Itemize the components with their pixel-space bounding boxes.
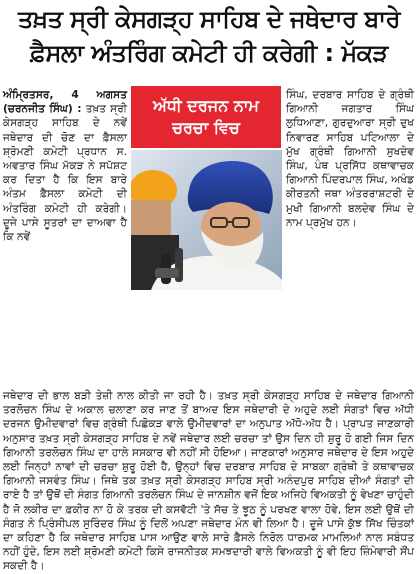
portrait-photo-illustration [131, 150, 282, 290]
article-left-column [3, 88, 127, 244]
headline-line-1: ਤਖ਼ਤ ਸ੍ਰੀ ਕੇਸਗੜ੍ਹ ਸਾਹਿਬ ਦੇ ਜਥੇਦਾਰ ਬਾਰੇ [17, 5, 401, 33]
dateline: ਅੰਮ੍ਰਿਤਸਰ, 4 ਅਗਸਤ (ਚਰਨਜੀਤ ਸਿੰਘ) : [3, 89, 127, 116]
headline-line-2: ਫ਼ੈਸਲਾ ਅੰਤਰਿੰਗ ਕਮੇਟੀ ਹੀ ਕਰੇਗੀ : ਮੱਕੜ [30, 39, 388, 67]
portrait-photo [131, 150, 282, 290]
callout-line-1: ਅੱਧੀ ਦਰਜਨ ਨਾਮ [153, 96, 259, 115]
article-text-bottom: ਜਥੇਦਾਰ ਦੀ ਭਾਲ ਬੜੀ ਤੇਜ਼ੀ ਨਾਲ ਕੀਤੀ ਜਾ ਰਹੀ ਹੈ। ਤਖ਼ਤ ਸ੍ਰੀ ਕੇਸਗੜ੍ਹ ਸਾਹਿਬ ਦੇ ਜਥੇਦਾਰ ਗਿਆਨੀ ਤਰਲੋਚਨ ਸਿੰਘ ਦੇ ਅਕਾਲ ਚਲਾਣਾ ਕਰ ਜਾਣ ਤੋਂ ਬਾਅਦ ਇਸ ਜਥੇਦਾਰੀ ਦੇ ਅਹੁਦੇ ਲਈ ਸੰਗਤਾਂ ਵਿਚ ਅੱਧੀ ਦਰਜਨ ਉਮੀਦਵਾਰਾਂ ਵਿਚ ਗ੍ਰੰਥੀ ਪਿਛੋਕੜ ਵਾਲੇ ਉਮੀਦਵਾਰਾਂ ਦਾ ਅਨੁਪਾਤ ਅੱਧੋ-ਅੱਧ ਹੈ। ਪ੍ਰਾਪਤ ਜਾਣਕਾਰੀ ਅਨੁਸਾਰ ਤਖ਼ਤ ਸ੍ਰੀ ਕੇਸਗੜ੍ਹ ਸਾਹਿਬ ਦੇ ਨਵੇਂ ਜਥੇਦਾਰ ਲਈ ਚਰਚਾ ਤਾਂ ਉਸ ਦਿਨ ਹੀ ਸ਼ੁਰੂ ਹੋ ਗਈ ਜਿਸ ਦਿਨ ਗਿਆਨੀ ਤਰਲੋਚਨ ਸਿੰਘ ਦਾ ਹਾਲੇ ਸਸਕਾਰ ਵੀ ਨਹੀਂ ਸੀ ਹੋਇਆ। ਜਾਣਕਾਰਾਂ ਅਨੁਸਾਰ ਜਥੇਦਾਰ ਦੇ ਇਸ ਅਹੁਦੇ ਲਈ ਜਿਨ੍ਹਾਂ ਨਾਵਾਂ ਦੀ ਚਰਚਾ ਸ਼ੁਰੂ ਹੋਈ ਹੈ, ਉਨ੍ਹਾਂ ਵਿਚ ਦਰਬਾਰ ਸਾਹਿਬ ਦੇ ਸਾਬਕਾ ਗ੍ਰੰਥੀ ਤੇ ਕਥਾਵਾਚਕ ਗਿਆਨੀ ਜਸਵੰਤ ਸਿੰਘ। ਜਿਥੇ ਤਕ ਤਖ਼ਤ ਸ੍ਰੀ ਕੇਸਗੜ੍ਹ ਸਾਹਿਬ ਸ੍ਰੀ ਅਨੰਦਪੁਰ ਸਾਹਿਬ ਦੀਆਂ ਸੰਗਤਾਂ ਦੀ ਰਾਏ ਹੈ ਤਾਂ ਉਥੋਂ ਦੀ ਸੰਗਤ ਗਿਆਨੀ ਤਰਲੋਚਨ ਸਿੰਘ ਦੇ ਜਾਨਸ਼ੀਨ ਵਜੋਂ ਇਕ ਅਜਿਹੇ ਵਿਅਕਤੀ ਨੂੰ ਵੇਖਣਾ ਚਾਹੁੰਦੀ ਹੈ ਜੋ ਲਕੀਰ ਦਾ ਫ਼ਕੀਰ ਨਾ ਹੋ ਕੇ ਤਰਕ ਦੀ ਕਸਵੱਟੀ 'ਤੇ ਸੱਚ ਤੇ ਝੂਠ ਨੂੰ ਪਰਖਣ ਵਾਲਾ ਹੋਵੇ, ਇਸ ਲਈ ਉਥੋਂ ਦੀ ਸੰਗਤ ਨੇ ਪ੍ਰਿੰਸੀਪਲ ਸੁਰਿੰਦਰ ਸਿੰਘ ਨੂੰ ਦਿਲੋਂ ਅਪਣਾ ਜਥੇਦਾਰ ਮੰਨ ਵੀ ਲਿਆ ਹੈ। ਦੂਜੇ ਪਾਸੇ ਕੁੱਝ ਸਿੱਖ ਚਿੰਤਕਾਂ ਦਾ ਕਹਿਣਾ ਹੈ ਕਿ ਜਥੇਦਾਰ ਸਾਹਿਬ ਪਾਸ ਆਉਣ ਵਾਲੇ ਸਾਰੇ ਫ਼ੈਸਲੇ ਨਿਰੋਲ ਧਾਰਮਕ ਮਾਮਲਿਆਂ ਨਾਲ ਸਬੰਧਤ ਨਹੀਂ ਹੁੰਦੇ, ਇਸ ਲਈ ਸ਼੍ਰੋਮਣੀ ਕਮੇਟੀ ਕਿਸੇ ਰਾਜਨੀਤਕ ਸਮਝਦਾਰੀ ਵਾਲੇ ਵਿਅਕਤੀ ਨੂੰ ਵੀ ਇਹ ਜ਼ਿੰਮੇਵਾਰੀ ਸੌਂਪ ਸਕਦੀ ਹੈ। [3, 390, 414, 573]
callout-line-2: ਚਰਚਾ ਵਿਚ [172, 118, 240, 137]
article-text-right: ਸਿੰਘ, ਦਰਬਾਰ ਸਾਹਿਬ ਦੇ ਗ੍ਰੰਥੀ ਗਿਆਨੀ ਜਗਤਾਰ ਸਿੰਘ ਲੁਧਿਆਣਾ, ਗੁਰਦੁਆਰਾ ਸ੍ਰੀ ਦੁਖ ਨਿਵਾਰਣ ਸਾਹਿਬ ਪਟਿਆਲਾ ਦੇ ਮੁੱਖ ਗ੍ਰੰਥੀ ਗਿਆਨੀ ਸੁਖਦੇਵ ਸਿੰਘ, ਪੰਥ ਪ੍ਰਸਿੱਧ ਕਥਾਵਾਚਕ ਗਿਆਨੀ ਪਿੰਦਰਪਾਲ ਸਿੰਘ, ਅਖੰਡ ਕੀਰਤਨੀ ਜਥਾ ਅੰਤਰਰਾਸ਼ਟਰੀ ਦੇ ਮੁਖੀ ਗਿਆਨੀ ਬਲਦੇਵ ਸਿੰਘ ਦੇ ਨਾਮ ਪ੍ਰਮੁੱਖ ਹਨ। [286, 89, 414, 229]
article-bottom-section [3, 389, 414, 574]
article-right-column [286, 88, 414, 230]
article-text-left: ਤਖ਼ਤ ਸ੍ਰੀ ਕੇਸਗੜ੍ਹ ਸਾਹਿਬ ਦੇ ਨਵੇਂ ਜਥੇਦਾਰ ਦੀ ਚੋਣ ਦਾ ਫ਼ੈਸਲਾ ਸ਼੍ਰੋਮਣੀ ਕਮੇਟੀ ਪ੍ਰਧਾਨ ਸ. ਅਵਤਾਰ ਸਿੰਘ ਮੱਕੜ ਨੇ ਸਪੱਸ਼ਟ ਕਰ ਦਿਤਾ ਹੈ ਕਿ ਇਸ ਬਾਰੇ ਅੰਤਮ ਫ਼ੈਸਲਾ ਕਮੇਟੀ ਦੀ ਅੰਤਰਿੰਗ ਕਮੇਟੀ ਹੀ ਕਰੇਗੀ। ਦੂਜੇ ਪਾਸੇ ਸੂਤਰਾਂ ਦਾ ਦਾਅਵਾ ਹੈ ਕਿ ਨਵੇਂ [3, 103, 127, 244]
callout-box [131, 86, 281, 148]
